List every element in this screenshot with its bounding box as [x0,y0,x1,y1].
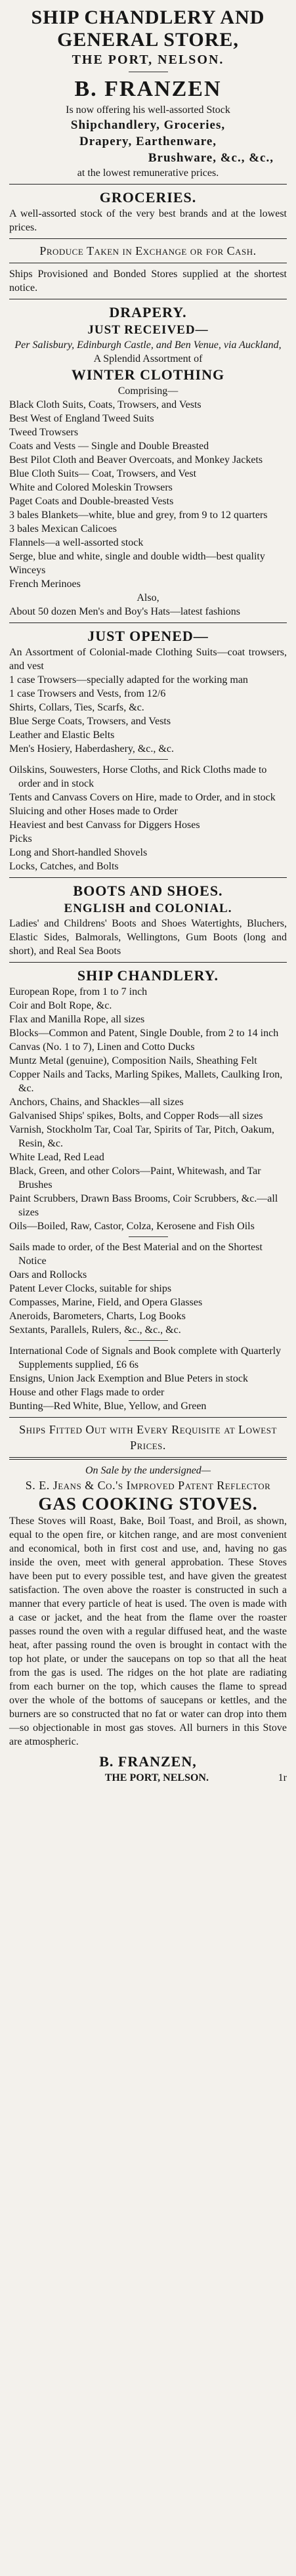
drapery-heading: DRAPERY. [109,304,187,320]
stoves-heading: GAS COOKING STOVES. [38,1494,258,1514]
signature-place: THE PORT, NELSON. [104,1772,209,1783]
list-item: Heaviest and best Canvass for Diggers Hoses [9,819,200,831]
list-item: Aneroids, Barometers, Charts, Log Books [9,1311,186,1322]
divider [9,622,287,623]
opened-list-2 [9,763,287,873]
list-item: European Rope, from 1 to 7 inch [9,986,148,997]
chandlery-list [9,985,287,1233]
list-item: Best Pilot Cloth and Beaver Overcoats, and Monkey Jackets [9,454,263,466]
list-item: Oars and Rollocks [9,1269,87,1280]
list-item: Blocks—Common and Patent, Single Double, from 2 to 14 inch [9,1028,279,1039]
list-item: House and other Flags made to order [9,1387,165,1398]
fitted-out-notice: Ships Fitted Out with Every Requisite at Lowest Prices. [19,1423,277,1452]
list-item: Flannels—a well-assorted stock [9,537,144,548]
list-item: Shirts, Collars, Ties, Scarfs, &c. [9,702,144,713]
list-item: Paint Scrubbers, Drawn Bass Brooms, Coir Scrubbers, &c.—all sizes [9,1193,278,1218]
intro-line: Is now offering his well-assorted Stock [66,104,230,116]
list-item: White Lead, Red Lead [9,1152,104,1163]
list-item: 3 bales Mexican Calicoes [9,523,117,535]
intro-line: Shipchandlery, Groceries, [70,118,226,132]
list-item: Bunting—Red White, Blue, Yellow, and Green [9,1401,207,1412]
winter-clothing: WINTER CLOTHING [71,366,225,383]
list-item: Sails made to order, of the Best Material and on the Shortest Notice [9,1242,263,1267]
list-item: Muntz Metal (genuine), Composition Nails, Sheathing Felt [9,1055,257,1066]
divider [129,759,168,760]
list-item: Men's Hosiery, Haberdashery, &c., &c. [9,743,174,754]
drapery-list [9,398,287,591]
list-item: Ensigns, Union Jack Exemption and Blue Peters in stock [9,1373,248,1384]
comprising-label: Comprising— [117,385,179,397]
produce-notice: Produce Taken in Exchange or for Cash. [39,244,257,257]
ships-provisioned: Ships Provisioned and Bonded Stores supplied at the shortest notice. [9,269,287,294]
opened-intro: An Assortment of Colonial-made Clothing Suits—coat trowsers, and vest [9,647,287,672]
list-item: Flax and Manilla Rope, all sizes [9,1014,145,1025]
divider [9,877,287,878]
boots-heading: BOOTS AND SHOES. [73,883,223,899]
list-item: Varnish, Stockholm Tar, Coal Tar, Spirits of Tar, Pitch, Oakum, Resin, &c. [9,1124,275,1149]
hats-text: About 50 dozen Men's and Boy's Hats—latest fashions [9,606,240,617]
list-item: Tents and Canvass Covers on Hire, made to Order, and in stock [9,792,276,803]
list-item: 1 case Trowsers—specially adapted for the working man [9,674,248,686]
list-item: Leather and Elastic Belts [9,730,115,741]
divider [9,1417,287,1418]
list-item: Canvas (No. 1 to 7), Linen and Cotto Ducks [9,1041,195,1053]
chandlery-heading: SHIP CHANDLERY. [77,967,219,984]
assortment-label: A Splendid Assortment of [93,353,203,364]
also-label: Also, [137,592,159,603]
stoves-text: These Stoves will Roast, Bake, Boil Toast, and Broil, as shown, equal to the open fire, or kitchen range, and are most convenient and economical, both in first cost and use, and, having no gas inside the oven, meet with general approbation. These Stoves have been put to every possible test, and have given the greatest satisfaction. The oven above the roaster is constructed in such a manner that every particle of heat is used. The oven is made with a case or jacket, and the heat from the flame over the roaster passes round the oven with a regular diffused heat, and the waste heat, after passing round the oven is brought in contact with the top hot plate, or under the saucepans on top so that all the heat from the gas is used. The ridges on the hot plate are radiating from each burner on the top, which causes the flame to spread over the whole of the bottoms of saucepans or kettles, and the burners are so constructed that no fat or water can drop into them—so objectionable in most gas stoves. All burners in this Stove are atmospheric. [9,1516,287,1747]
list-item: Long and Short-handled Shovels [9,847,148,858]
list-item: Best West of England Tweed Suits [9,413,154,424]
list-item: French Merinoes [9,579,81,590]
boots-sub: ENGLISH and COLONIAL. [64,902,232,915]
divider [9,238,287,239]
store-title-line2: GENERAL STORE, [57,29,239,51]
shipping-line: Per Salisbury, Edinburgh Castle, and Ben Venue, via Auckland, [14,339,282,351]
intro-line: Brushware, &c., &c., [148,151,274,165]
list-item: Compasses, Marine, Field, and Opera Glasses [9,1297,203,1308]
divider [129,1236,168,1237]
list-item: Oilskins, Souwesters, Horse Cloths, and Rick Cloths made to order and in stock [9,764,267,789]
list-item: Oils—Boiled, Raw, Castor, Colza, Kerosene and Fish Oils [9,1221,255,1232]
list-item: International Code of Signals and Book complete with Quarterly Supplements supplied, £6 6s [9,1345,282,1370]
list-item: Black, Green, and other Colors—Paint, Whitewash, and Tar Brushes [9,1166,261,1190]
intro-line: Drapery, Earthenware, [79,135,217,148]
stove-brand: S. E. Jeans & Co.'s Improved Patent Reflector [25,1479,271,1492]
store-location: THE PORT, NELSON. [72,53,224,67]
list-item: 3 bales Blankets—white, blue and grey, from 9 to 12 quarters [9,510,268,521]
list-item: White and Colored Moleskin Trowsers [9,482,173,493]
divider [9,184,287,185]
divider [9,1457,287,1460]
proprietor-name: B. FRANZEN [74,77,222,101]
list-item: Black Cloth Suits, Coats, Trowsers, and Vests [9,399,201,410]
groceries-text: A well-assorted stock of the very best brands and at the lowest prices. [9,208,287,233]
boots-text: Ladies' and Childrens' Boots and Shoes Watertights, Bluchers, Elastic Sides, Balmorals, Wellingtons, Gum Boots (long and short), and Real Sea Boots [9,918,287,957]
list-item: Picks [9,833,32,844]
chandlery-list-2 [9,1240,287,1337]
list-item: Paget Coats and Double-breasted Vests [9,496,174,507]
store-title-line1: SHIP CHANDLERY AND [31,7,265,28]
reference-code: 1r [278,1772,287,1783]
list-item: Serge, blue and white, single and double width—best quality [9,551,265,562]
chandlery-list-3 [9,1344,287,1413]
list-item: Sextants, Parallels, Rulers, &c., &c., &c. [9,1324,181,1336]
list-item: Blue Cloth Suits— Coat, Trowsers, and Vest [9,468,197,479]
list-item: Galvanised Ships' spikes, Bolts, and Copper Rods—all sizes [9,1110,263,1122]
list-item: Tweed Trowsers [9,427,79,438]
signature-name: B. FRANZEN, [99,1753,197,1770]
opened-list [9,673,287,756]
list-item: 1 case Trowsers and Vests, from 12/6 [9,688,166,699]
list-item: Coats and Vests — Single and Double Breasted [9,441,209,452]
divider [9,962,287,963]
groceries-heading: GROCERIES. [99,189,197,206]
list-item: Locks, Catches, and Bolts [9,861,119,872]
list-item: Coir and Bolt Rope, &c. [9,1000,112,1011]
divider [129,1340,168,1341]
just-opened-heading: JUST OPENED— [87,628,209,644]
list-item: Blue Serge Coats, Trowsers, and Vests [9,716,171,727]
list-item: Sluicing and other Hoses made to Order [9,806,178,817]
list-item: Winceys [9,565,46,576]
on-sale-label: On Sale by the undersigned— [85,1465,211,1476]
signature-footer [9,1771,287,1785]
list-item: Patent Lever Clocks, suitable for ships [9,1283,172,1294]
list-item: Copper Nails and Tacks, Marling Spikes, Mallets, Caulking Iron, &c. [9,1069,283,1094]
just-received: JUST RECEIVED— [87,323,209,337]
intro-line: at the lowest remunerative prices. [77,167,219,179]
list-item: Anchors, Chains, and Shackles—all sizes [9,1097,184,1108]
